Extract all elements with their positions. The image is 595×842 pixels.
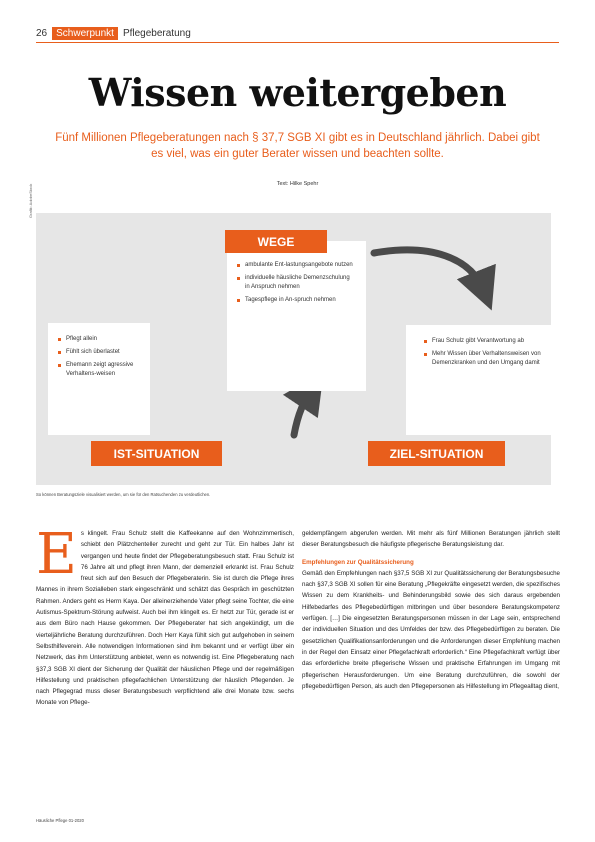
ist-item: Pflegt allein xyxy=(58,335,142,344)
ist-box xyxy=(48,323,150,435)
wege-item: ambulante Ent-lastungsangebote nutzen xyxy=(237,261,356,270)
ist-item: Fühlt sich überlastet xyxy=(58,348,142,357)
article-author: Text: Hilke Spehr xyxy=(276,181,319,187)
article-lead: Fünf Millionen Pflegeberatungen nach § 37,7 SGB XI gibt es in Deutschland jährlich. Dabei gibt es viel, was ein guter Berater wissen und beachten sollte. xyxy=(55,132,540,160)
article-paragraph: s klingelt. Frau Schulz stellt die Kaffeekanne auf den Wohnzimmertisch, schiebt den Plätzchenteller zurecht und geht zur Tür. Ein halbes Jahr ist vergangen und heute findet der Pflegeberatungsbesuch statt. Frau Schulz ist 76 Jahre alt und pflegt ihren Mann, der demenziell erkrankt ist. Frau Schulz freut sich auf den Besuch der Pflegeberaterin. Sie ist durch die Pflege ihres Mannes in ihrem Sozialleben stark eingeschränkt und schätzt das Gespräch im geschützten Rahmen. Anders geht es Herrn Kaya. Der alleinerziehende Vater pflegt seine Tochter, die eine Autismus-Spektrum-Störung aufweist. Auch bei ihm klingelt es. Er hetzt zur Tür, gerade ist er aus dem Büro nach Hause gekommen. Der Pflegeberater hat sich angekündigt, um die vierteljährliche Beratung durchzuführen. Doch Herr Kaya fühlt sich gut aufgehoben in seinem Selbsthilfeverein. Alle notwendigen Informationen sind ihm bekannt und er verfügt über ein Netzwerk, das ihm Unterstützung anbietet, wenn es notwendig ist. Eine Pflegeberatung nach §37,3 SGB XI dient der Sicherung der Qualität der häuslichen Pflege und der regelmäßigen Hilfestellung und praktischen pflegefachlichen Unterstützung der häuslich Pflegenden. Je nach Pflegegrad muss dieser Beratungsbesuch verpflichtend alle drei Monate bzw. sechs Monate von Pflege- xyxy=(36,530,294,707)
article-paragraph: geldempfängern abgerufen werden. Mit mehr als fünf Millionen Beratungen jährlich stellt dieser Beratungsbesuch die häufigste pflegerische Beratungsleistung dar. xyxy=(302,530,560,549)
wege-box xyxy=(227,241,366,391)
ist-situation-label: IST-SITUATION xyxy=(91,441,222,466)
article-column-right xyxy=(302,528,560,692)
wege-item: individuelle häusliche Demenzschulung in Anspruch nehmen xyxy=(237,274,356,292)
graphic-credit: Grafik: AdobeStock xyxy=(28,183,33,218)
arrow-to-ziel-icon xyxy=(374,250,484,291)
page-header xyxy=(36,26,191,40)
ziel-item: Frau Schulz gibt Verantwortung ab xyxy=(424,337,543,346)
article-headline: Wissen weitergeben xyxy=(88,70,507,115)
ziel-item: Mehr Wissen über Verhaltensweisen von Demenzkranken und den Umgang damit xyxy=(424,350,543,368)
article-subheading: Empfehlungen zur Qualitätssicherung xyxy=(302,558,414,566)
ziel-box xyxy=(406,325,551,435)
article-paragraph: Gemäß den Empfehlungen nach §37,5 SGB XI zur Qualitätssicherung der Beratungsbesuche nach §37,3 SGB XI sollen für eine Beratung „Pflegekräfte eingesetzt werden, die spezifisches Wissen zu dem Krankheits- und Behinderungsbild sowie des sich daraus ergebenden Hilfebedarfes des Pflegebedürftigen mitbringen und über besondere Beratungskompetenz verfügen. […] Die eingesetzten Beratungspersonen müssen in der Lage sein, entsprechend der individuellen Situation und des Umfeldes der bzw. des Pflegebedürftigen zu beraten. Die gesetzlichen Qualifikationsanforderungen und die Anforderungen dieser Empfehlung machen in der Regel den Einsatz einer Pflegefachkraft erforderlich.“ Eine Pflegefachkraft verfügt über das erforderliche breite pflegerische Wissen und praktische Erfahrungen im Umgang mit pflegerischen Herausforderungen. Um eine Beratung durchzuführen, die sowohl der pflegebedürftigen Person, als auch den Pflegepersonen als Hilfestellung im Pflegealltag dient, xyxy=(302,569,560,690)
page-footer: Häusliche Pflege 01-2020 xyxy=(36,818,84,823)
ist-item: Ehemann zeigt agressive Verhaltens-weisen xyxy=(58,361,142,379)
counselling-diagram xyxy=(36,213,551,485)
arrow-from-ist-icon xyxy=(294,389,312,435)
ziel-situation-label: ZIEL-SITUATION xyxy=(368,441,505,466)
article-column-left xyxy=(36,522,294,709)
wege-label: WEGE xyxy=(225,230,327,253)
subsection-label: Pflegeberatung xyxy=(122,27,191,39)
header-divider xyxy=(36,42,559,43)
wege-item: Tagespflege in An-spruch nehmen xyxy=(237,296,356,305)
page-number: 26 xyxy=(36,27,48,39)
section-tag[interactable]: Schwerpunkt xyxy=(52,27,118,40)
drop-cap: E xyxy=(36,522,77,587)
diagram-caption: So können Beratungsziele visualisiert werden, um sie für den Ratsuchenden zu verdeutlichen. xyxy=(36,492,211,497)
